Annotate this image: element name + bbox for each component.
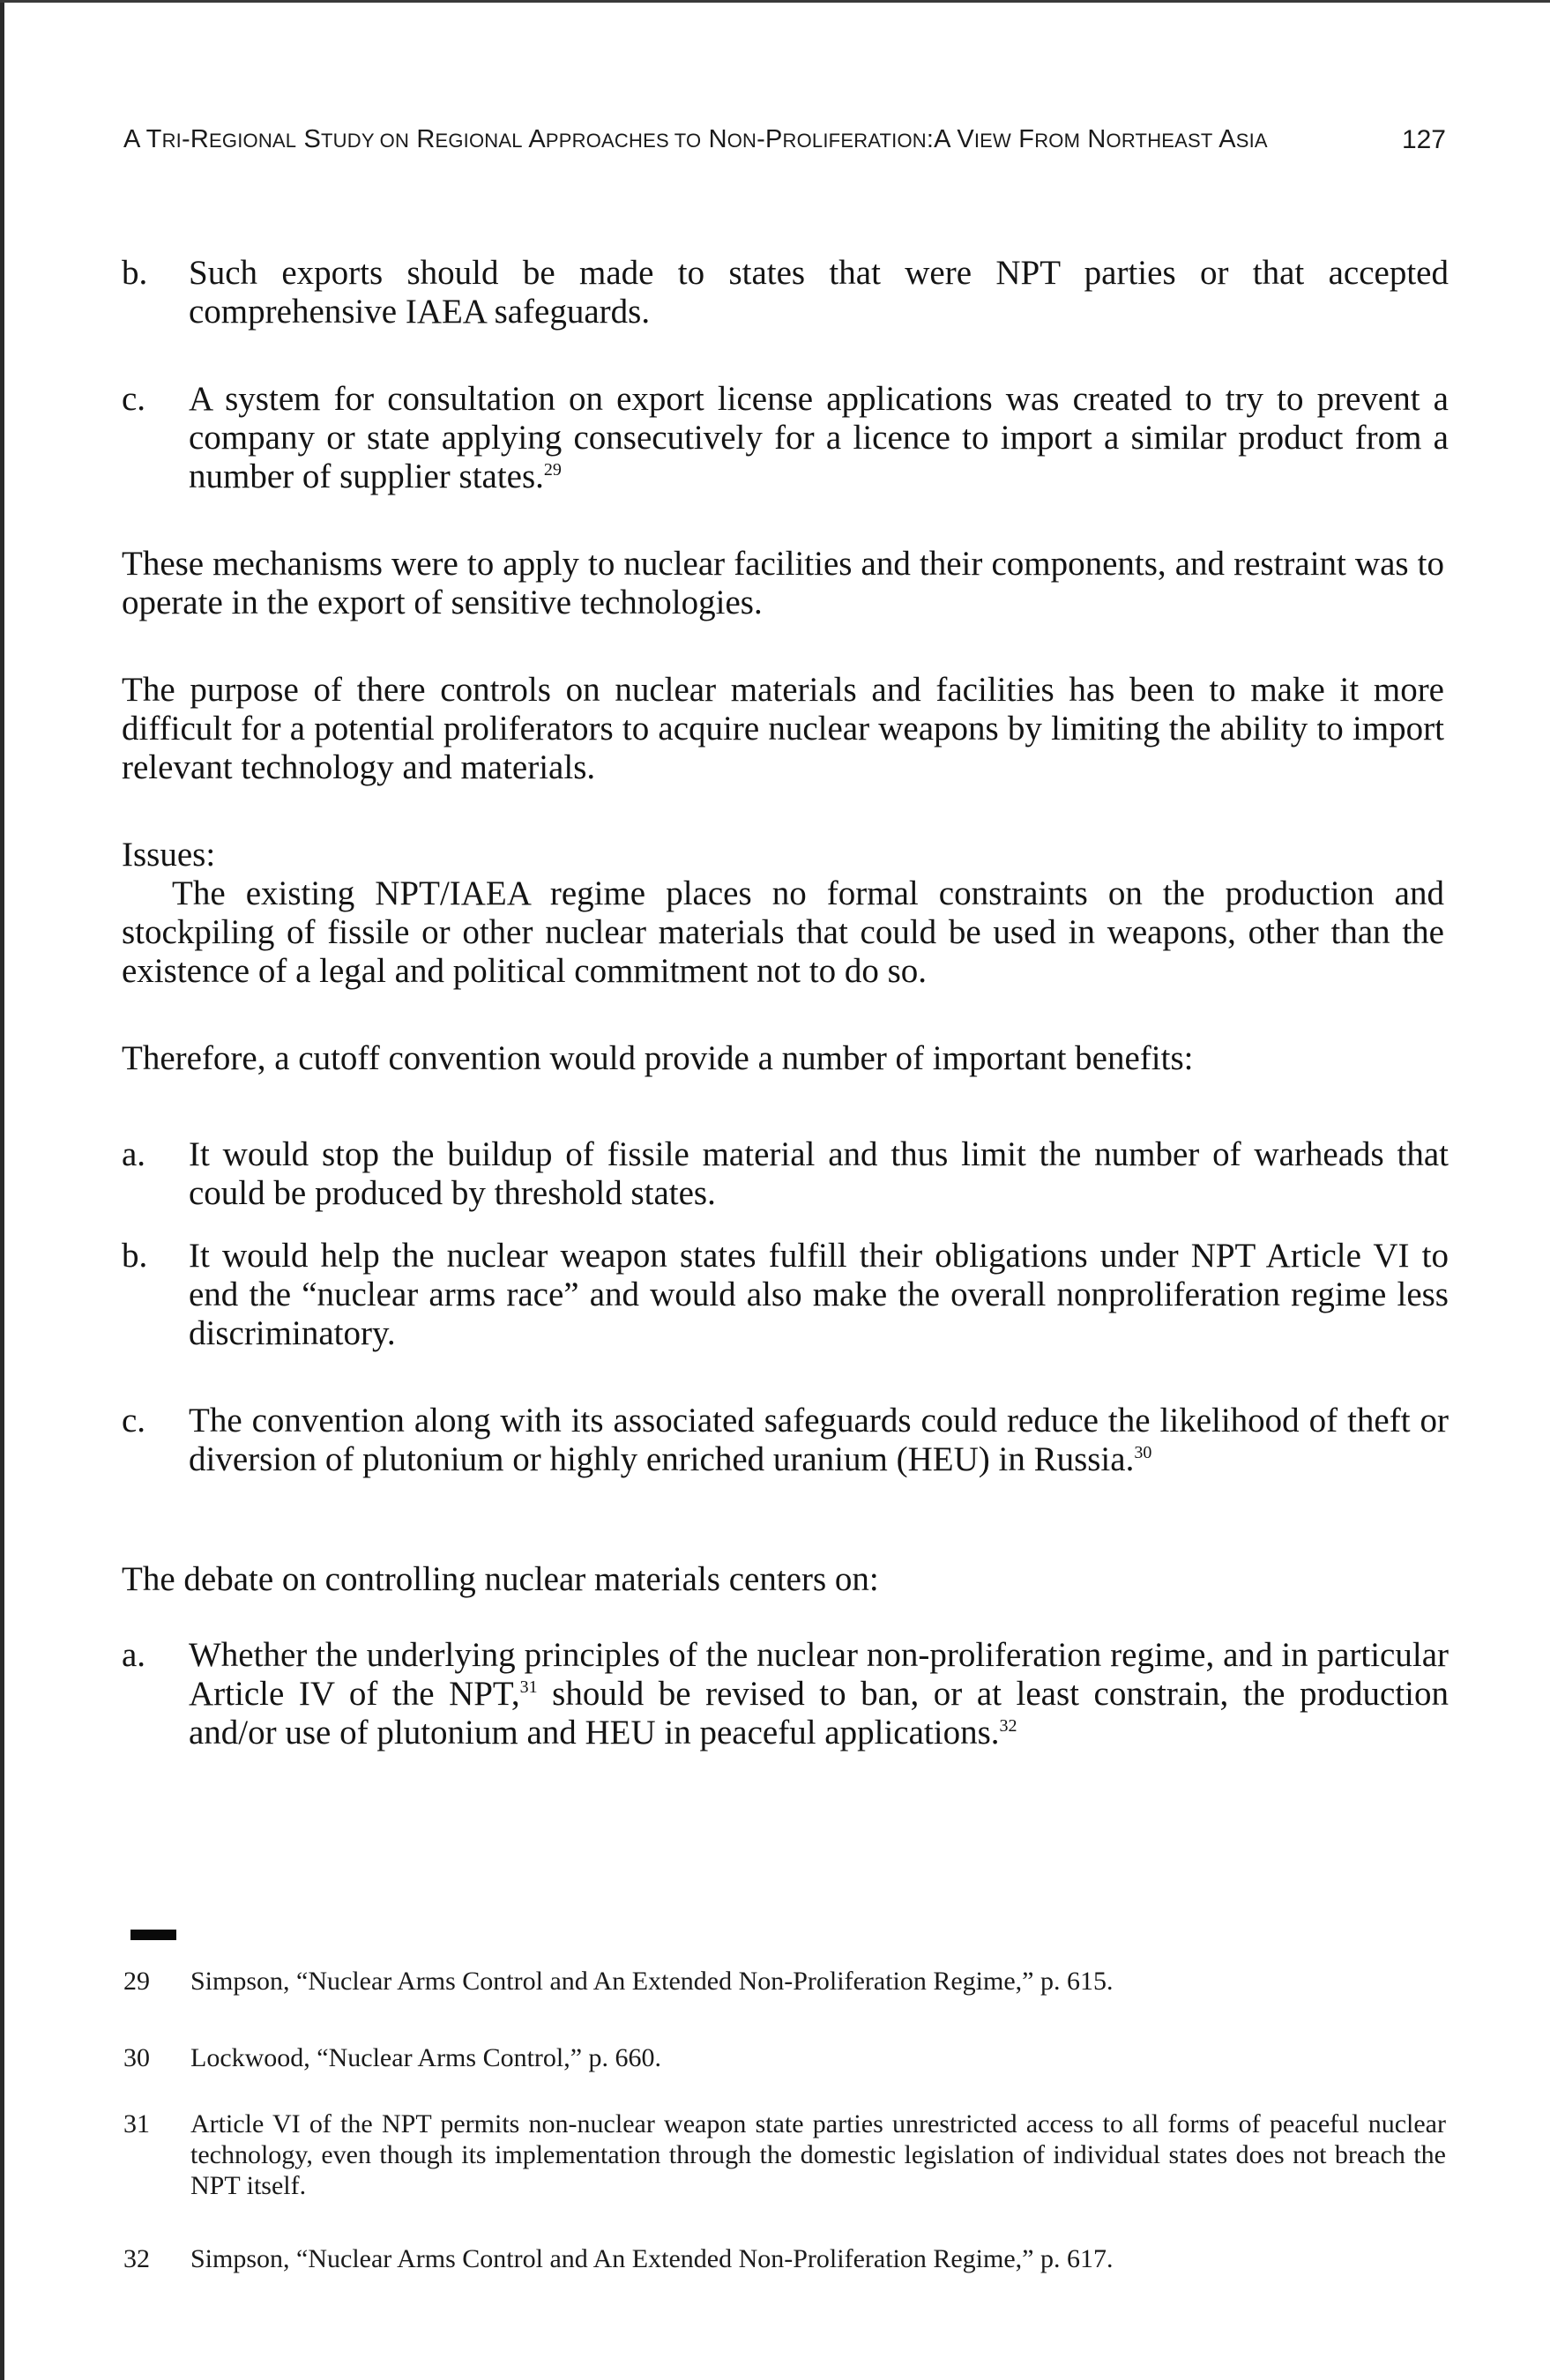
list-marker: a. (122, 1135, 146, 1173)
footnote-text: Simpson, “Nuclear Arms Control and An Extended Non-Proliferation Regime,” p. 615. (190, 1967, 1114, 1996)
footnote-ref[interactable]: 32 (999, 1716, 1017, 1736)
footnote-text: Article VI of the NPT permits non-nuclear weapon state parties unrestricted access to all forms of peaceful nuclear technology, even though its implementation through the domestic legislation of individual states does not breach the NPT itself. (190, 2109, 1446, 2200)
header-title-part: EGIONAL (435, 130, 523, 152)
header-title-part: N (1080, 125, 1107, 153)
paragraph-purpose: The purpose of there controls on nuclear materials and facilities has been to make it more difficult for a potential proliferators to acquire nuclear weapons by limiting the ability to import relevant technology and materials. (122, 671, 1444, 786)
list-marker: c. (122, 1402, 146, 1439)
footnote-text: Simpson, “Nuclear Arms Control and An Extended Non-Proliferation Regime,” p. 617. (190, 2244, 1114, 2273)
scan-left-edge (0, 0, 4, 2380)
footnote-number: 29 (123, 1967, 150, 1996)
footnote-number: 32 (123, 2244, 150, 2273)
header-title-part: EGIONAL (209, 130, 297, 152)
header-title-part: TUDY ON (321, 130, 410, 152)
footnote-number: 30 (123, 2043, 150, 2072)
paragraph-debate: The debate on controlling nuclear materials centers on: (122, 1560, 879, 1598)
list-marker: b. (122, 254, 148, 292)
header-title-part: F (1011, 125, 1035, 153)
header-title-part: S (296, 125, 322, 153)
list-marker: b. (122, 1237, 148, 1275)
footnote-number: 31 (123, 2109, 150, 2138)
footnote-ref[interactable]: 29 (543, 460, 562, 480)
paragraph-mechanisms: These mechanisms were to apply to nuclear facilities and their components, and restraint was to operate in the export of sensitive technologies. (122, 545, 1444, 621)
header-title-part: ON (727, 130, 757, 152)
header-title-part: N (701, 125, 727, 153)
header-title-part: RI (161, 130, 182, 152)
list-marker: a. (122, 1636, 146, 1674)
header-title-part: :A V (926, 125, 974, 153)
running-header (123, 125, 1446, 164)
header-title-part: ROM (1034, 130, 1081, 152)
page-number: 127 (1401, 125, 1446, 154)
list-item-text: The convention along with its associated safeguards could reduce the likelihood of theft or diversion of plutonium or highly enriched uranium (HEU) in Russia.$^{30}$ (189, 1402, 1449, 1478)
issues-label: Issues: (122, 836, 216, 874)
list-item-text: It would help the nuclear weapon states fulfill their obligations under NPT Article VI to end the “nuclear arms race” and would also make the overall nonproliferation regime less discriminatory. (189, 1237, 1449, 1352)
list-item-text: It would stop the buildup of fissile material and thus limit the number of warheads that could be produced by threshold states. (189, 1135, 1449, 1212)
footnote-ref[interactable]: 30 (1134, 1443, 1152, 1462)
list-marker: c. (122, 380, 146, 418)
list-item-text: Whether the underlying principles of the nuclear non-proliferation regime, and in particular Article IV of the NPT,$^{31}$ should be revised to ban, or at least constrain, the production and/or use of plutonium and HEU in peaceful applications.$^{32}$ (189, 1636, 1449, 1752)
header-title-part: ORTHEAST (1106, 130, 1213, 152)
header-title-part: ROLIFERATION (782, 130, 927, 152)
header-title-part: IEW (973, 130, 1012, 152)
header-title-part: -R (182, 125, 210, 153)
running-header-title (123, 125, 1268, 154)
header-title-part: PPROACHES TO (545, 130, 702, 152)
header-title-part: A (1212, 125, 1236, 153)
list-item-text: Such exports should be made to states that were NPT parties or that accepted comprehensive IAEA safeguards. (189, 254, 1449, 331)
footnote-text: Lockwood, “Nuclear Arms Control,” p. 660. (190, 2043, 662, 2072)
list-item-text: A system for consultation on export license applications was created to try to prevent a company or state applying consecutively for a licence to import a similar product from a number of supplier states.$^{29}$ (189, 380, 1449, 495)
scan-top-edge (0, 0, 1550, 3)
header-title-part: A T (123, 125, 162, 153)
header-title-part: -P (756, 125, 783, 153)
header-title-part: A (522, 125, 546, 153)
paragraph-existing-regime: The existing NPT/IAEA regime places no formal constraints on the production and stockpiling of fissile or other nuclear materials that could be used in weapons, other than the existence of a legal and political commitment not to do so. (122, 874, 1444, 990)
header-title-part: R (409, 125, 436, 153)
footnote-separator (130, 1930, 176, 1940)
footnote-ref[interactable]: 31 (519, 1677, 538, 1697)
header-title-part: SIA (1235, 130, 1268, 152)
paragraph-therefore: Therefore, a cutoff convention would provide a number of important benefits: (122, 1039, 1194, 1077)
